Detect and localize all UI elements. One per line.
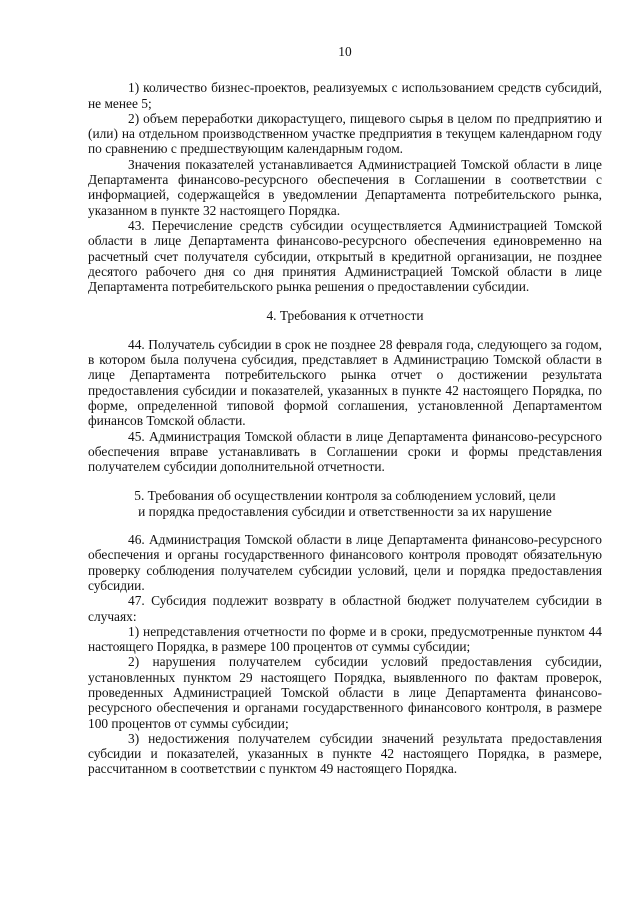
paragraph-47-case-1: 1) непредставления отчетности по форме и в сроки, предусмотренные пунктом 44 настоящего Порядка, в размере 100 процентов от суммы субсидии;: [88, 623, 602, 655]
paragraph-46: 46. Администрация Томской области в лице Департамента финансово-ресурсного обеспечения и органы государственного финансового контроля проводят обязательную проверку соблюдения получателем субсидии условий, цели и порядка предоставления субсидии.: [88, 532, 602, 593]
section-heading-5-line-2: и порядка предоставления субсидии и ответственности за их нарушение: [138, 503, 552, 519]
paragraph-47-case-3: 3) недостижения получателем субсидии значений результата предоставления субсидии и показателей, указанных в пункте 42 настоящего Порядка, в размере, рассчитанном в соответствии с пунктом 49 настоящего Порядка.: [88, 730, 602, 777]
paragraph-47: 47. Субсидия подлежит возврату в областной бюджет получателем субсидии в случаях:: [88, 593, 602, 624]
paragraph-45: 45. Администрация Томской области в лице Департамента финансово-ресурсного обеспечения вправе устанавливать в Соглашении сроки и формы представления получателем субсидии дополнительной отчетности.: [88, 428, 602, 475]
paragraph-criterion-2: 2) объем переработки дикорастущего, пищевого сырья в целом по предприятию и (или) на отдельном производственном участке предприятия в текущем календарном году по сравнению с предшествующим календарным годом.: [88, 110, 602, 157]
paragraph-44: 44. Получатель субсидии в срок не позднее 28 февраля года, следующего за годом, в котором была получена субсидия, представляет в Администрацию Томской области в лице Департамента потребительского рынка отчет о достижении результата предоставления субсидии и показателей, указанных в пункте 42 настоящего Порядка, по форме, определенной типовой формой соглашения, установленной Департаментом финансов Томской области.: [88, 336, 602, 429]
section-heading-4: 4. Требования к отчетности: [266, 308, 424, 324]
section-heading-5: [88, 488, 602, 519]
paragraph-47-case-2: 2) нарушения получателем субсидии условий предоставления субсидии, установленных пунктом 29 настоящего Порядка, выявленного по фактам проверок, проведенных Администрацией Томской области в лице Департамента финансово-ресурсного обеспечения и органами государственного финансового контроля, в размере 100 процентов от суммы субсидии;: [88, 654, 602, 731]
paragraph-indicator-values: Значения показателей устанавливается Администрацией Томской области в лице Департамента финансово-ресурсного обеспечения в Соглашении в соответствии с информацией, содержащейся в уведомлении Департамента потребительского рынка, указанном в пункте 32 настоящего Порядка.: [88, 156, 602, 218]
page-number: 10: [338, 44, 352, 59]
paragraph-43: 43. Перечисление средств субсидии осуществляется Администрацией Томской области в лице Департамента финансово-ресурсного обеспечения единовременно на расчетный счет получателя субсидии, открытый в кредитной организации, не позднее десятого рабочего дня со дня принятия Администрацией Томской области в лице Департамента потребительского рынка решения о предоставлении субсидии.: [88, 217, 602, 295]
paragraph-criterion-1: 1) количество бизнес-проектов, реализуемых с использованием средств субсидий, не менее 5;: [88, 80, 602, 111]
section-heading-5-line-1: 5. Требования об осуществлении контроля за соблюдением условий, цели: [134, 488, 556, 504]
